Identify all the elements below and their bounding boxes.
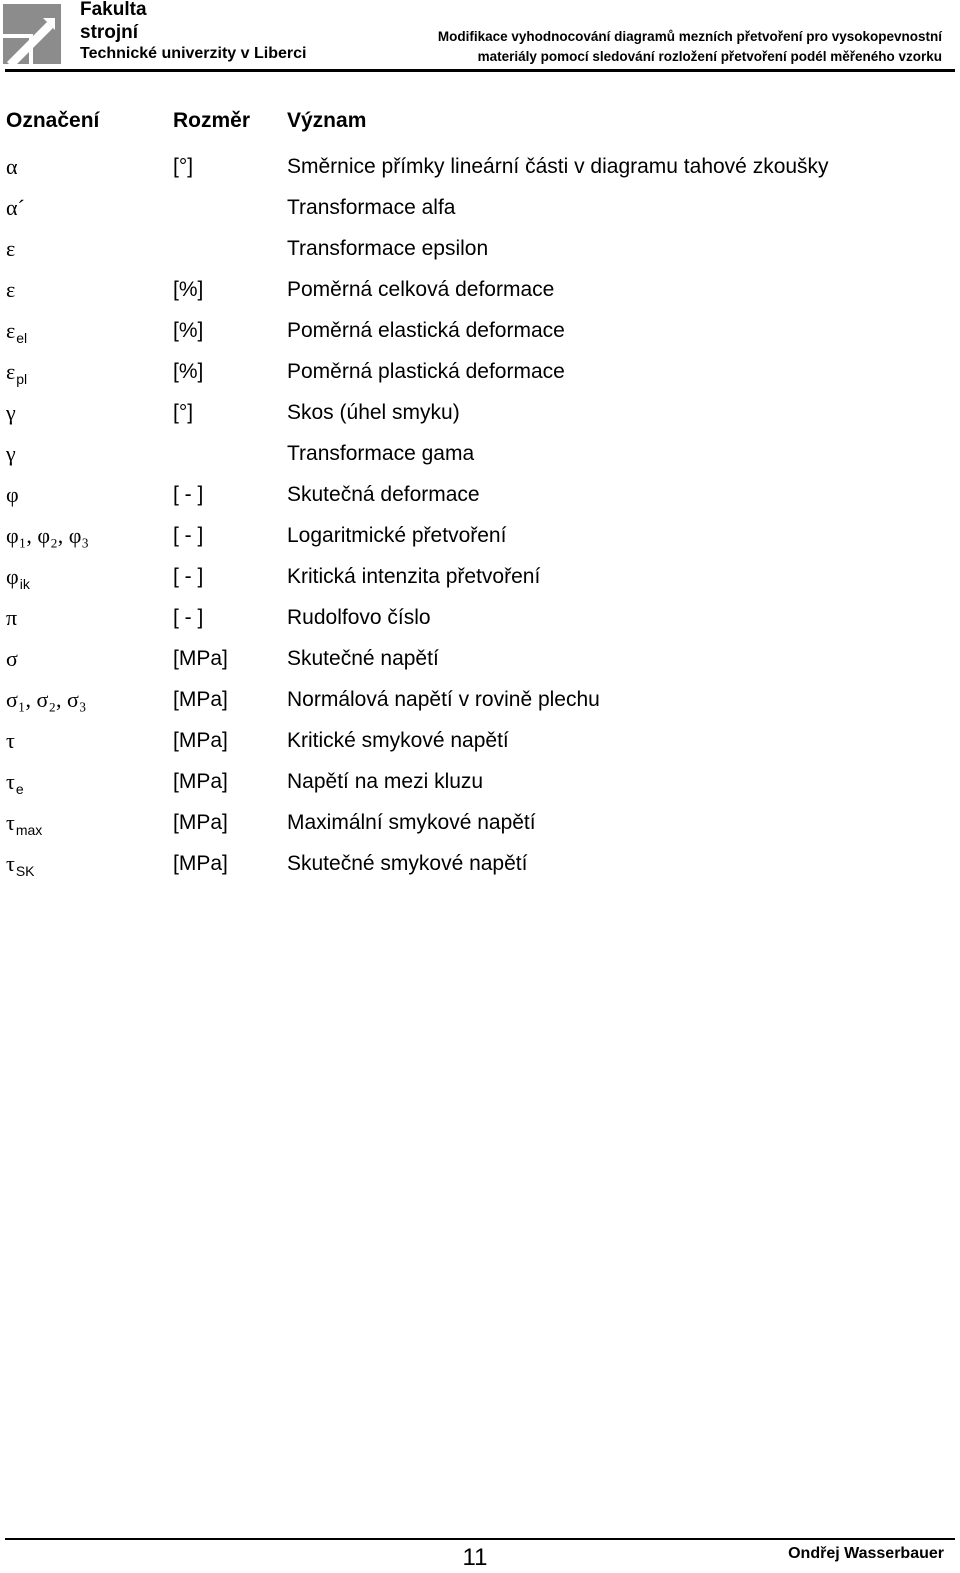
row-dimension: [ - ] [173, 606, 204, 629]
row-symbol [6, 761, 24, 805]
row-symbol-main: ε [6, 318, 16, 343]
row-symbol [6, 310, 27, 354]
table-row [6, 761, 946, 802]
document-title-line-1: Modifikace vyhodnocování diagramů mezních přetvoření pro vysokopevnostní [437, 29, 942, 44]
row-dimension: [MPa] [173, 647, 228, 670]
page-number: 11 [462, 1544, 488, 1571]
row-meaning: Skutečné napětí [287, 647, 439, 670]
row-meaning: Transformace epsilon [287, 237, 489, 260]
row-meaning: Směrnice přímky lineární části v diagramu tahové zkoušky [287, 155, 829, 178]
row-symbol-main: α [6, 154, 18, 179]
row-symbol-subscript: max [15, 822, 43, 838]
row-symbol-main: σ₁, σ₂, σ₃ [6, 687, 87, 712]
row-dimension: [ - ] [173, 565, 204, 588]
table-row [6, 843, 946, 884]
table-row [6, 310, 946, 351]
header-dimension: Rozměr [173, 109, 251, 132]
row-symbol-main: φ [6, 564, 19, 589]
row-meaning: Skutečná deformace [287, 483, 480, 506]
faculty-name [80, 0, 306, 64]
row-symbol-subscript: pl [16, 371, 28, 387]
table-row [6, 433, 946, 474]
tul-arrow-logo-icon [3, 4, 63, 66]
row-dimension: [MPa] [173, 688, 228, 711]
row-symbol [6, 228, 15, 269]
row-meaning: Kritické smykové napětí [287, 729, 509, 752]
row-meaning: Kritická intenzita přetvoření [287, 565, 541, 588]
row-meaning: Skos (úhel smyku) [287, 401, 460, 424]
row-meaning: Napětí na mezi kluzu [287, 770, 484, 793]
row-symbol [6, 679, 87, 720]
table-row [6, 802, 946, 843]
row-symbol-subscript: SK [15, 863, 35, 879]
row-dimension: [MPa] [173, 852, 228, 875]
row-meaning: Logaritmické přetvoření [287, 524, 507, 547]
table-row [6, 351, 946, 392]
author-name: Ondřej Wasserbauer [788, 1545, 944, 1562]
row-symbol [6, 146, 18, 187]
row-dimension: [MPa] [173, 729, 228, 752]
row-symbol [6, 392, 16, 433]
table-row [6, 228, 946, 269]
table-row [6, 556, 946, 597]
row-symbol [6, 187, 25, 228]
row-dimension: [°] [173, 401, 194, 424]
row-dimension: [MPa] [173, 770, 228, 793]
row-symbol-subscript: el [16, 330, 28, 346]
table-row [6, 679, 946, 720]
footer-divider [5, 1538, 955, 1540]
symbols-table [6, 100, 946, 884]
row-dimension: [%] [173, 360, 204, 383]
row-symbol-main: ε [6, 277, 16, 302]
row-symbol-main: φ₁, φ₂, φ₃ [6, 523, 90, 548]
table-row [6, 269, 946, 310]
row-meaning: Transformace alfa [287, 196, 456, 219]
row-symbol-main: α´ [6, 195, 25, 220]
row-symbol-main: φ [6, 482, 19, 507]
row-symbol [6, 843, 35, 887]
table-row [6, 515, 946, 556]
row-dimension: [°] [173, 155, 194, 178]
row-dimension: [%] [173, 278, 204, 301]
table-header-row [6, 100, 946, 143]
table-row [6, 474, 946, 515]
faculty-line-2: strojní [80, 22, 139, 43]
row-symbol [6, 720, 15, 761]
row-meaning: Poměrná celková deformace [287, 278, 555, 301]
row-symbol-main: τ [6, 851, 15, 876]
document-title-line-2: materiály pomocí sledování rozložení přetvoření podél měřeného vzorku [477, 49, 942, 64]
row-symbol-main: ε [6, 359, 16, 384]
row-symbol-main: σ [6, 646, 18, 671]
row-symbol-main: τ [6, 810, 15, 835]
row-symbol [6, 556, 30, 600]
row-dimension: [ - ] [173, 524, 204, 547]
table-row [6, 720, 946, 761]
row-meaning: Transformace gama [287, 442, 475, 465]
table-row [6, 187, 946, 228]
row-symbol-subscript: ik [19, 576, 30, 592]
row-symbol [6, 474, 19, 515]
row-symbol [6, 351, 27, 395]
header-meaning: Význam [287, 109, 367, 132]
document-title [438, 27, 942, 67]
university-name: Technické univerzity v Liberci [80, 45, 307, 62]
header-divider [5, 69, 955, 72]
row-meaning: Poměrná elastická deformace [287, 319, 565, 342]
row-symbol [6, 269, 15, 310]
table-row [6, 392, 946, 433]
row-meaning: Rudolfovo číslo [287, 606, 431, 629]
row-dimension: [MPa] [173, 811, 228, 834]
row-meaning: Poměrná plastická deformace [287, 360, 565, 383]
table-row [6, 638, 946, 679]
table-row [6, 146, 946, 187]
row-symbol [6, 515, 89, 556]
table-row [6, 597, 946, 638]
row-symbol-main: γ [6, 400, 16, 425]
row-symbol [6, 802, 42, 846]
row-symbol-subscript: e [15, 781, 24, 797]
row-meaning: Skutečné smykové napětí [287, 852, 528, 875]
row-symbol-main: τ [6, 769, 15, 794]
row-meaning: Normálová napětí v rovině plechu [287, 688, 600, 711]
row-dimension: [%] [173, 319, 204, 342]
row-dimension: [ - ] [173, 483, 204, 506]
row-symbol [6, 597, 17, 638]
faculty-line-1: Fakulta [80, 0, 147, 20]
row-symbol-main: τ [6, 728, 15, 753]
row-meaning: Maximální smykové napětí [287, 811, 536, 834]
row-symbol [6, 638, 18, 679]
row-symbol-main: γ [6, 441, 16, 466]
row-symbol-main: ε [6, 236, 16, 261]
row-symbol-main: π [6, 605, 18, 630]
row-symbol [6, 433, 16, 474]
header-symbol: Označení [6, 109, 100, 132]
